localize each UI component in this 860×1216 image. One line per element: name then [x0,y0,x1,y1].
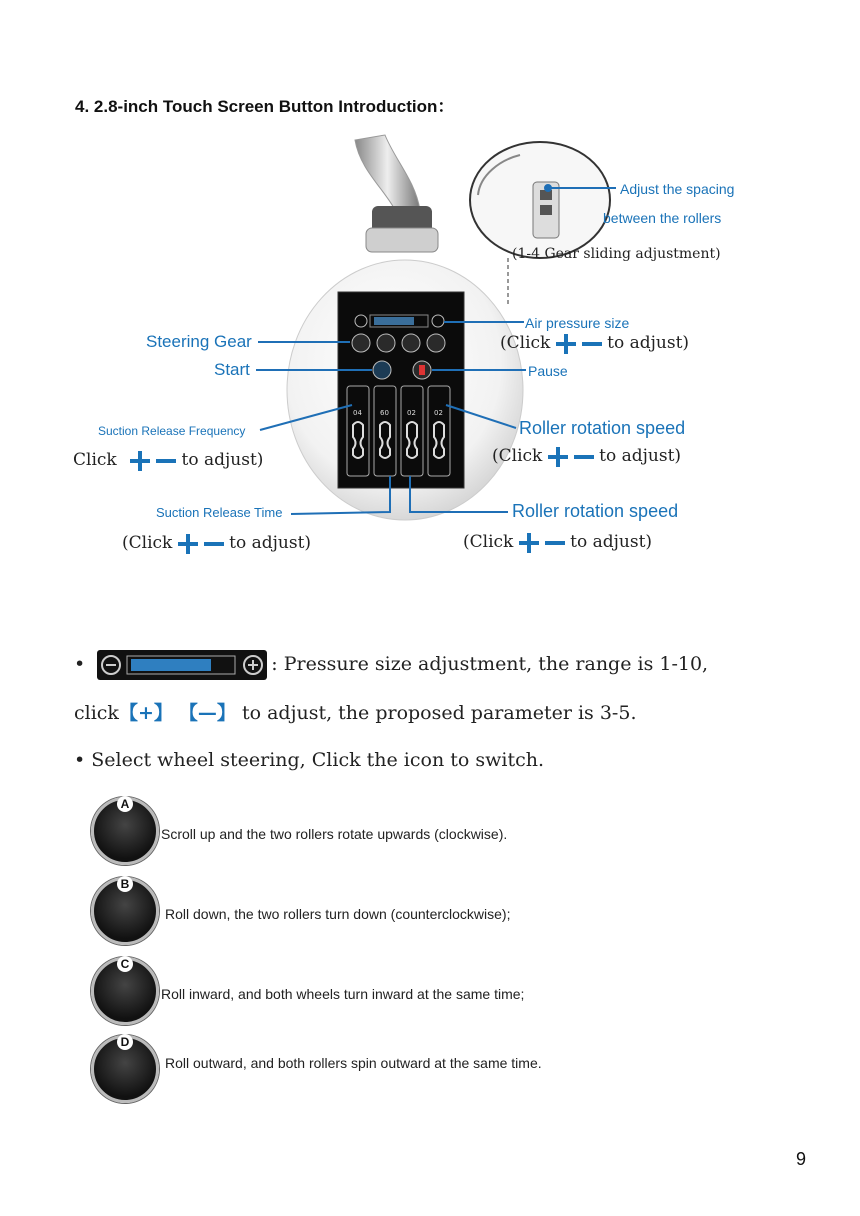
suction-time-hint [122,533,311,554]
minus-icon [156,459,176,463]
plus-icon [519,533,539,553]
hint-to-adjust: to adjust) [570,532,653,552]
adjust-spacing-label-1: Adjust the spacing [620,181,735,197]
mode-c-icon[interactable] [91,957,159,1025]
section-heading: 4. 2.8-inch Touch Screen Button Introduction： [75,97,455,116]
mode-d-text: Roll outward, and both rollers spin outward at the same time. [165,1055,542,1071]
hint-to-adjust: to adjust) [229,533,312,553]
hint-click: (Click [492,446,543,466]
minus-icon [204,542,224,546]
mode-a-text: Scroll up and the two rollers rotate upwards (clockwise). [161,826,508,842]
mode-d-letter: D [117,1034,133,1050]
minus-icon [574,455,594,459]
minus-icon [582,342,602,346]
hint-click: (Click [500,333,551,353]
pressure-bar-icon [97,650,267,680]
roller-speed-hint-1 [492,446,681,467]
hint-to-adjust: to adjust) [181,450,264,470]
plus-bracket-icon: 【+】 [118,702,173,724]
minus-bracket-icon: 【—】 [178,702,236,724]
steering-gear-label: Steering Gear [146,332,252,351]
select-wheel-bullet: • Select wheel steering, Click the icon to switch. [74,749,544,771]
pressure-bullet [74,650,708,680]
roller-speed-label-1: Roller rotation speed [519,418,686,438]
mode-d-icon[interactable] [91,1035,159,1103]
screen-value-2: 60 [380,409,389,417]
plus-icon [556,334,576,354]
mode-b-icon[interactable] [91,877,159,945]
pause-label: Pause [528,363,568,379]
screen-value-3: 02 [407,409,416,417]
pressure-bullet-line-2 [74,698,636,725]
page-number: 9 [795,1149,806,1169]
minus-icon [545,541,565,545]
air-pressure-hint [500,333,689,354]
plus-icon [178,534,198,554]
screen-value-1: 04 [353,409,362,417]
screen-value-4: 02 [434,409,443,417]
start-label: Start [214,360,250,379]
hose [355,135,420,210]
hint-click: (Click [463,532,514,552]
hint-click: Click [73,450,117,470]
air-pressure-label: Air pressure size [525,315,630,331]
hint-to-adjust: to adjust) [599,446,682,466]
mode-c-text: Roll inward, and both wheels turn inward at the same time; [161,986,525,1002]
click-word: click [74,702,119,724]
roller-speed-hint-2 [463,532,652,553]
pressure-text-2: to adjust, the proposed parameter is 3-5. [235,702,637,724]
plus-icon [548,447,568,467]
mode-a-icon[interactable] [91,797,159,865]
mode-b-text: Roll down, the two rollers turn down (counterclockwise); [165,906,511,922]
mode-b-letter: B [117,876,133,892]
hint-click: (Click [122,533,173,553]
suction-frequency-hint [73,450,263,471]
gear-note: (1-4 Gear sliding adjustment) [512,246,721,262]
mode-c-letter: C [117,956,133,972]
plus-icon [130,451,150,471]
mode-a-letter: A [117,796,133,812]
bullet-dot: • [74,653,86,675]
suction-time-label: Suction Release Time [156,505,283,520]
pressure-text: : Pressure size adjustment, the range is 1-10, [271,653,709,675]
suction-frequency-label: Suction Release Frequency [98,424,246,438]
roller-speed-label-2: Roller rotation speed [512,501,679,521]
adjust-spacing-label-2: between the rollers [603,210,722,226]
hint-to-adjust: to adjust) [607,333,690,353]
